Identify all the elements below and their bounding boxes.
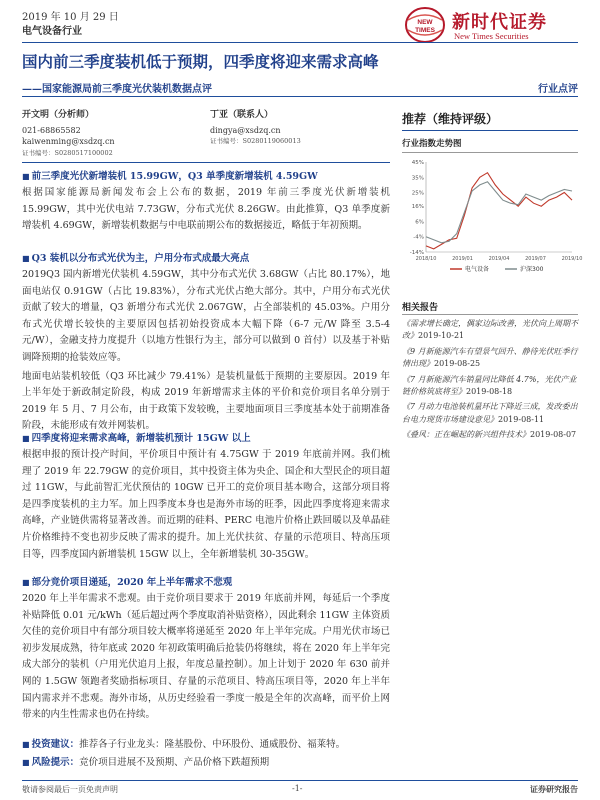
related-divider [402, 314, 578, 315]
section-paragraph: 2020 年上半年需求不悲观。由于竞价项目要求于 2019 年底前并网，每延后一个季度补贴降低 0.01 元/kWh（延后超过两个季度取消补贴资格），因此剩余 11GW 主体资质欠佳的竞价项目中有部分项目较大概率将递延至 2020 年上半年完成。户用光伏市场已初步发展成熟，待年底或 2020 年初政策明确后抢装仍将继续，将在 2020 年上半年完成大部分的装机（户用光伏追月上报，年度总量控制）。加上计划于 2020 年 630 前并网的 1.5GW 领跑者奖励指标项目、存量的示范项目、特高压项目等，2020 年上半年国内需求并不悲观。海外市场，从历史经验看一季度一般是全年的次高峰，而平价上网带来的内生性需求也仍在持续。 [22, 593, 390, 721]
chart-title: 行业指数走势图 [402, 139, 462, 149]
chart-legend-label: 电气设备 [465, 266, 490, 273]
chart-y-tick-label: 6% [415, 219, 424, 226]
svg-text:NEW: NEW [417, 19, 433, 26]
related-report-item[interactable] [402, 346, 578, 371]
section-heading: ■ 部分竞价项目递延，2020 年上半年需求不悲观 [22, 574, 390, 591]
logo-chinese-name: 新时代证券 [452, 12, 547, 33]
chart-x-tick-label: 2019/10 [561, 256, 583, 262]
related-report-date: 2019-08-18 [466, 387, 513, 397]
section-heading: ■ 风险提示： [22, 757, 79, 768]
section-heading: ■ Q3 装机以分布式光伏为主，户用分布式成最大亮点 [22, 250, 390, 267]
chart-x-tick-label: 2019/01 [452, 256, 473, 262]
chart-divider [402, 152, 578, 153]
analyst-divider [22, 162, 390, 163]
page-number: -1- [292, 784, 303, 793]
footer-divider [22, 780, 578, 781]
section-inline-text: 推荐各子行业龙头：隆基股份、中环股份、通威股份、福莱特。 [79, 739, 346, 750]
section-3 [22, 430, 390, 563]
rating-divider [402, 130, 578, 131]
related-report-item[interactable] [402, 374, 578, 399]
related-report-title: 《需求增长确定，偶家边际改善，光伏向上周期不改》 [402, 319, 578, 341]
related-report-title: 《7 月动力电池装机量环比下降近三成，发改委出台电力现货市场建设意见》 [402, 402, 578, 424]
chart-y-tick-label: 16% [411, 204, 424, 211]
company-logo [404, 6, 592, 46]
section-paragraph: 根据申报的预计投产时间，平价项目中预计有 4.75GW 于 2019 年底前并网。我们梳理了 2019 年 22.79GW 的竞价项目，其中投资主体为央企、国企和大型民企的项目超过 11GW，与此前智汇光伏预估的 10GW 已开工的竞价项目基本吻合，这部分项目将是四季度装机的主力军。加上四季度本身也是海外市场的旺季，因此四季度将迎来需求高峰，产业链供需将显著改善。而近期的硅料、PERC 电池片价格止跌回暖以及单晶硅片价格维持不变也初步反映了需求的提升。加上光伏扶贫、存量的示范项目、特高压项目等，四季度国内新增装机 15GW 以上，全年新增装机 30-35GW。 [22, 449, 390, 560]
related-report-date: 2019-10-21 [418, 331, 465, 341]
section-1 [22, 168, 390, 235]
svg-text:TIMES: TIMES [415, 27, 435, 34]
section-paragraph: 2019Q3 国内新增光伏装机 4.59GW，其中分布式光伏 3.68GW（占比 80.17%），地面电站仅 0.91GW（占比 19.83%），分布式光伏占绝大部分。其中，户用分布式光伏贡献了较大的增量，Q3 新增分布式光伏 2.067GW，占全部装机的 45.03%。户用分布式光伏增长较快的主要原因包括初始投资成本大幅下降（6-7 元/W 降至 3.5-4 元/W），金融支持力度提升（以地方性银行为主，部分可以做到 0 首付）以及基于补贴调降预期的抢装效应等。 [22, 269, 390, 363]
section-heading: ■ 四季度将迎来需求高峰，新增装机预计 15GW 以上 [22, 430, 390, 447]
analyst-email[interactable]: kaiwenming@xsdzq.cn [22, 137, 115, 146]
chart-x-tick-label: 2019/04 [488, 256, 510, 262]
report-subtitle: ——国家能源局前三季度光伏装机数据点评 [22, 84, 212, 95]
index-trend-chart [400, 156, 583, 276]
related-report-item[interactable] [402, 401, 578, 426]
chart-legend-label: 沪深300 [520, 266, 544, 273]
section-2 [22, 250, 390, 435]
section-risk [22, 754, 390, 772]
report-date: 2019 年 10 月 29 日 [22, 12, 119, 23]
title-divider [22, 96, 578, 97]
report-type: 行业点评 [538, 84, 578, 95]
chart-x-tick-label: 2018/10 [415, 256, 437, 262]
related-reports-title: 相关报告 [402, 303, 439, 313]
related-report-date: 2019-08-07 [530, 430, 577, 440]
chart-y-tick-label: 35% [411, 175, 424, 182]
chart-y-tick-label: -14% [409, 250, 424, 256]
contact-email[interactable]: dingya@xsdzq.cn [210, 125, 281, 135]
related-report-title: 《叠风：正在崛起的新兴组件技术》 [402, 430, 530, 440]
contact-card [210, 110, 301, 148]
section-heading: ■ 投资建议： [22, 739, 79, 750]
contact-cert: 证书编号：S0280119060013 [210, 137, 301, 145]
header-divider [22, 42, 578, 43]
logo-english-name: New Times Securities [454, 31, 529, 41]
chart-series-line [426, 182, 572, 243]
chart-y-tick-label: 25% [411, 190, 424, 197]
section-4 [22, 574, 390, 724]
analyst-phone: 021-68865582 [22, 125, 81, 135]
globe-logo-icon [404, 6, 446, 44]
section-inline-text: 竞价项目进展不及预期、产品价格下跌超预期 [79, 757, 270, 768]
related-report-date: 2019-08-25 [434, 359, 481, 369]
contact-name: 丁亚（联系人） [210, 110, 274, 120]
related-report-title: 《7 月新能源汽车销量同比降低 4.7%，光伏产业链价格筑底将至》 [402, 374, 577, 397]
report-category: 证券研究报告 [530, 784, 578, 794]
chart-y-tick-label: 45% [411, 160, 424, 166]
section-heading: ■ 前三季度光伏新增装机 15.99GW，Q3 单季度新增装机 4.59GW [22, 168, 390, 185]
chart-x-tick-label: 2019/07 [525, 256, 546, 262]
analyst-card [22, 110, 115, 159]
related-report-item[interactable] [402, 318, 578, 343]
analyst-name: 开文明（分析师） [22, 110, 95, 120]
related-report-item[interactable] [402, 429, 578, 441]
rating-label: 推荐（维持评级） [402, 112, 499, 126]
analyst-cert: 证书编号：S0280517100002 [22, 148, 113, 157]
report-title: 国内前三季度装机低于预期，四季度将迎来需求高峰 [22, 52, 379, 71]
related-report-title: 《9 月新能源汽车有望景气回升、静待光伏旺季行情出现》 [402, 346, 578, 369]
industry-label: 电气设备行业 [22, 26, 82, 37]
chart-y-tick-label: -4% [413, 234, 424, 241]
related-reports-list [402, 318, 578, 445]
section-paragraph: 地面电站装机较低（Q3 环比减少 79.41%）是装机量低于预期的主要原因。2019 年上半年处于新政制定阶段，构成 2019 年新增需求主体的平价和竞价项目名单分别于 2019 年 5 月、7 月公布，由于政策下发较晚，主要地面项目三季度基本处于前期准备阶段，未能形成有效并网装机。 [22, 370, 390, 432]
disclaimer-note: 敬请参阅最后一页免责声明 [22, 785, 118, 794]
chart-series-line [426, 173, 572, 249]
related-report-date: 2019-08-11 [498, 414, 545, 424]
section-paragraph: 根据国家能源局新闻发布会上公布的数据，2019 年前三季度光伏新增装机 15.99GW，其中光伏电站 7.73GW，分布式光伏 8.26GW。由此推算，Q3 单季度新增装机 4.69GW，新增装机数据与中电联前期公布的数据接近，略低于年初预期。 [22, 187, 390, 232]
section-investment [22, 736, 390, 754]
